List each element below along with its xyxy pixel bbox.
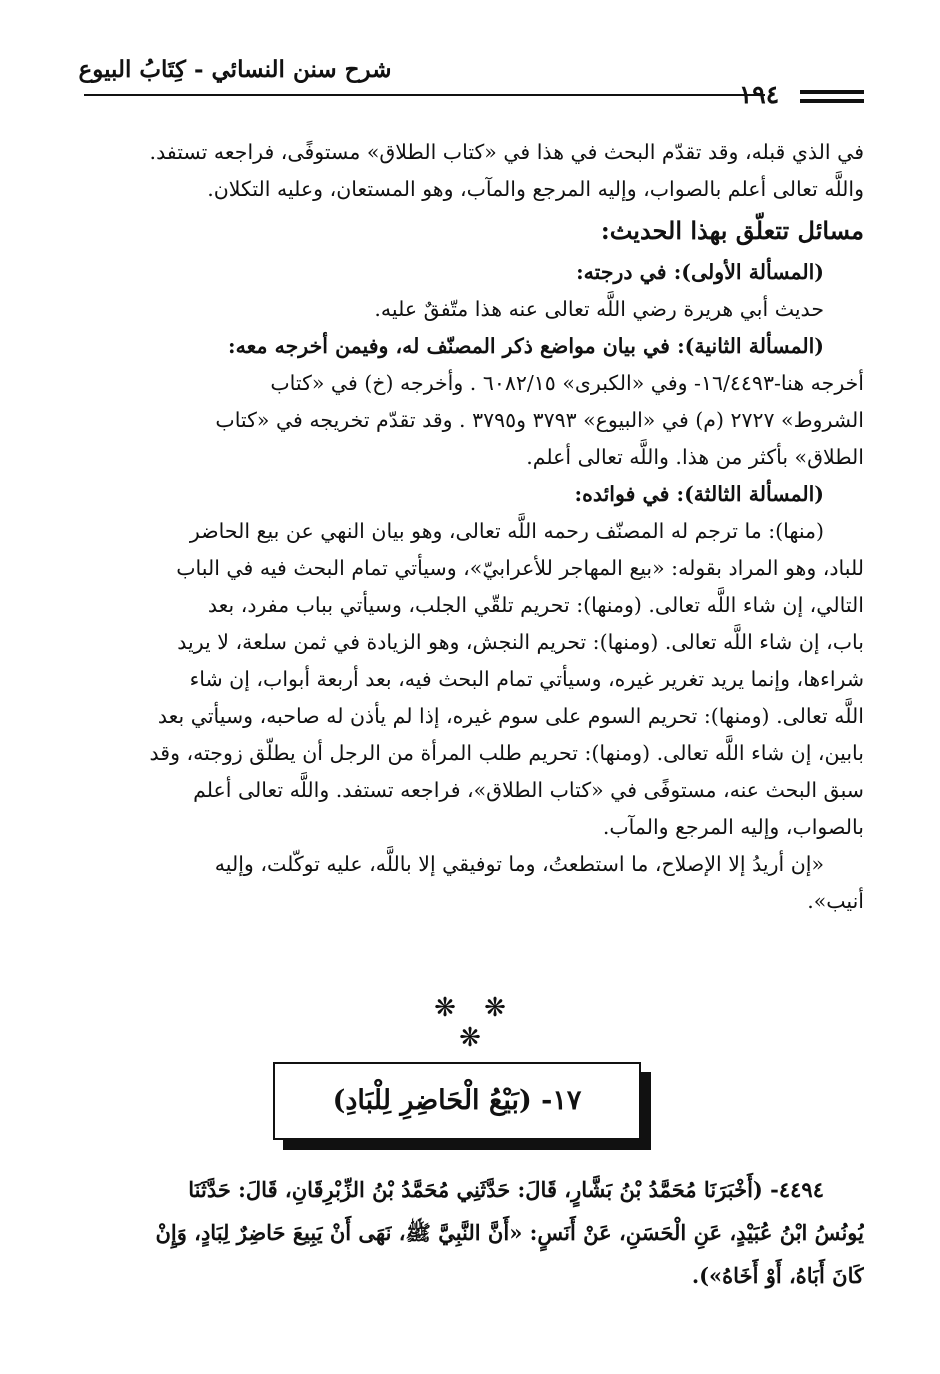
body-line: الطلاق» بأكثر من هذا. واللَّه تعالى أعلم. <box>526 445 864 469</box>
body-line: شراءها، وإنما يريد تغرير غيره، وسيأتي تمام البحث فيه، بعد أربعة أبواب، إن شاء <box>189 667 864 691</box>
body-line: بالصواب، وإليه المرجع والمآب. <box>602 815 864 839</box>
body-line: سبق البحث عنه، مستوفًى في «كتاب الطلاق»، فراجعه تستفد. واللَّه تعالى أعلم <box>193 778 864 802</box>
chapter-title: ١٧- (بَيْعُ الْحَاضِرِ لِلْبَادِ) <box>332 1085 582 1116</box>
body-line: التالي، إن شاء اللَّه تعالى. (ومنها): تحريم تلقّي الجلب، وسيأتي بباب مفرد، بعد <box>207 593 864 617</box>
hadith-text <box>94 1168 864 1297</box>
issue-heading-2: (المسألة الثانية): في بيان مواضع ذكر المصنّف له، وفيمن أخرجه معه: <box>228 334 824 358</box>
running-header-title: شرح سنن النسائي - كِتَابُ البيوع <box>78 56 392 83</box>
body-line: باب، إن شاء اللَّه تعالى. (ومنها): تحريم النجش، وهو الزيادة في ثمن سلعة، لا يريد <box>177 630 864 654</box>
body-line: بابين، إن شاء اللَّه تعالى. (ومنها): تحريم طلب المرأة من الرجل أن يطلّق زوجته، وقد <box>149 741 864 765</box>
body-line: الشروط» ٢٧٢٧ (م) في «البيوع» ٣٧٩٣ و٣٧٩٥ . وقد تقدّم تخريجه في «كتاب <box>215 408 864 432</box>
body-line: واللَّه تعالى أعلم بالصواب، وإليه المرجع والمآب، وهو المستعان، وعليه التكلان. <box>207 177 864 201</box>
body-line: أخرجه هنا-١٦/٤٤٩٣- وفي «الكبرى» ٦٠٨٢/١٥ . وأخرجه (خ) في «كتاب <box>270 371 864 395</box>
issue-heading-3: (المسألة الثالثة): في فوائده: <box>574 482 824 506</box>
body-line: للباد، وهو المراد بقوله: «بيع المهاجر للأعرابيّ»، وسيأتي تمام البحث فيه في الباب <box>176 556 864 580</box>
page-number: ١٩٤ <box>738 80 780 109</box>
body-line: اللَّه تعالى. (ومنها): تحريم السوم على سوم غيره، إذا لم يأذن له صاحبه، وسيأتي بعد <box>157 704 864 728</box>
body-line: في الذي قبله، وقد تقدّم البحث في هذا في «كتاب الطلاق» مستوفًى، فراجعه تستفد. <box>149 140 864 164</box>
body-line: حديث أبي هريرة رضي اللَّه تعالى عنه هذا متّفقٌ عليه. <box>374 297 824 321</box>
hadith-line: كَانَ أَبَاهُ، أَوْ أَخَاهُ»). <box>691 1263 864 1288</box>
issue-heading-1: (المسألة الأولى): في درجته: <box>576 260 824 284</box>
body-line: (منها): ما ترجم له المصنّف رحمه اللَّه تعالى، وهو بيان النهي عن بيع الحاضر <box>189 519 824 543</box>
section-heading: مسائل تتعلّق بهذا الحديث: <box>600 216 864 245</box>
header-thick-rule-top <box>800 90 864 94</box>
header-thick-rule-bottom <box>800 99 864 103</box>
hadith-line: ٤٤٩٤- (أَخْبَرَنَا مُحَمَّدُ بْنُ بَشَّارٍ، قَالَ: حَدَّثَنِي مُحَمَّدُ بْنُ الزِّبْرِقَانِ، قَالَ: حَدَّثَنَا <box>188 1177 824 1202</box>
header-rule <box>84 94 765 96</box>
body-line: أنيب». <box>807 889 864 913</box>
hadith-line: يُونُسُ ابْنُ عُبَيْدٍ، عَنِ الْحَسَنِ، عَنْ أَنَسٍ: «أَنَّ النَّبِيَّ ﷺ، نَهَى أَنْ يَبِيعَ حَاضِرٌ لِبَادٍ، وَإِنْ <box>155 1220 864 1245</box>
body-line: «إن أريدُ إلا الإصلاح، ما استطعتُ، وما توفيقي إلا باللَّه، عليه توكّلت، وإليه <box>214 852 824 876</box>
section-separator: ❋ ❋ ❋ <box>434 993 516 1053</box>
body-text <box>94 134 864 920</box>
